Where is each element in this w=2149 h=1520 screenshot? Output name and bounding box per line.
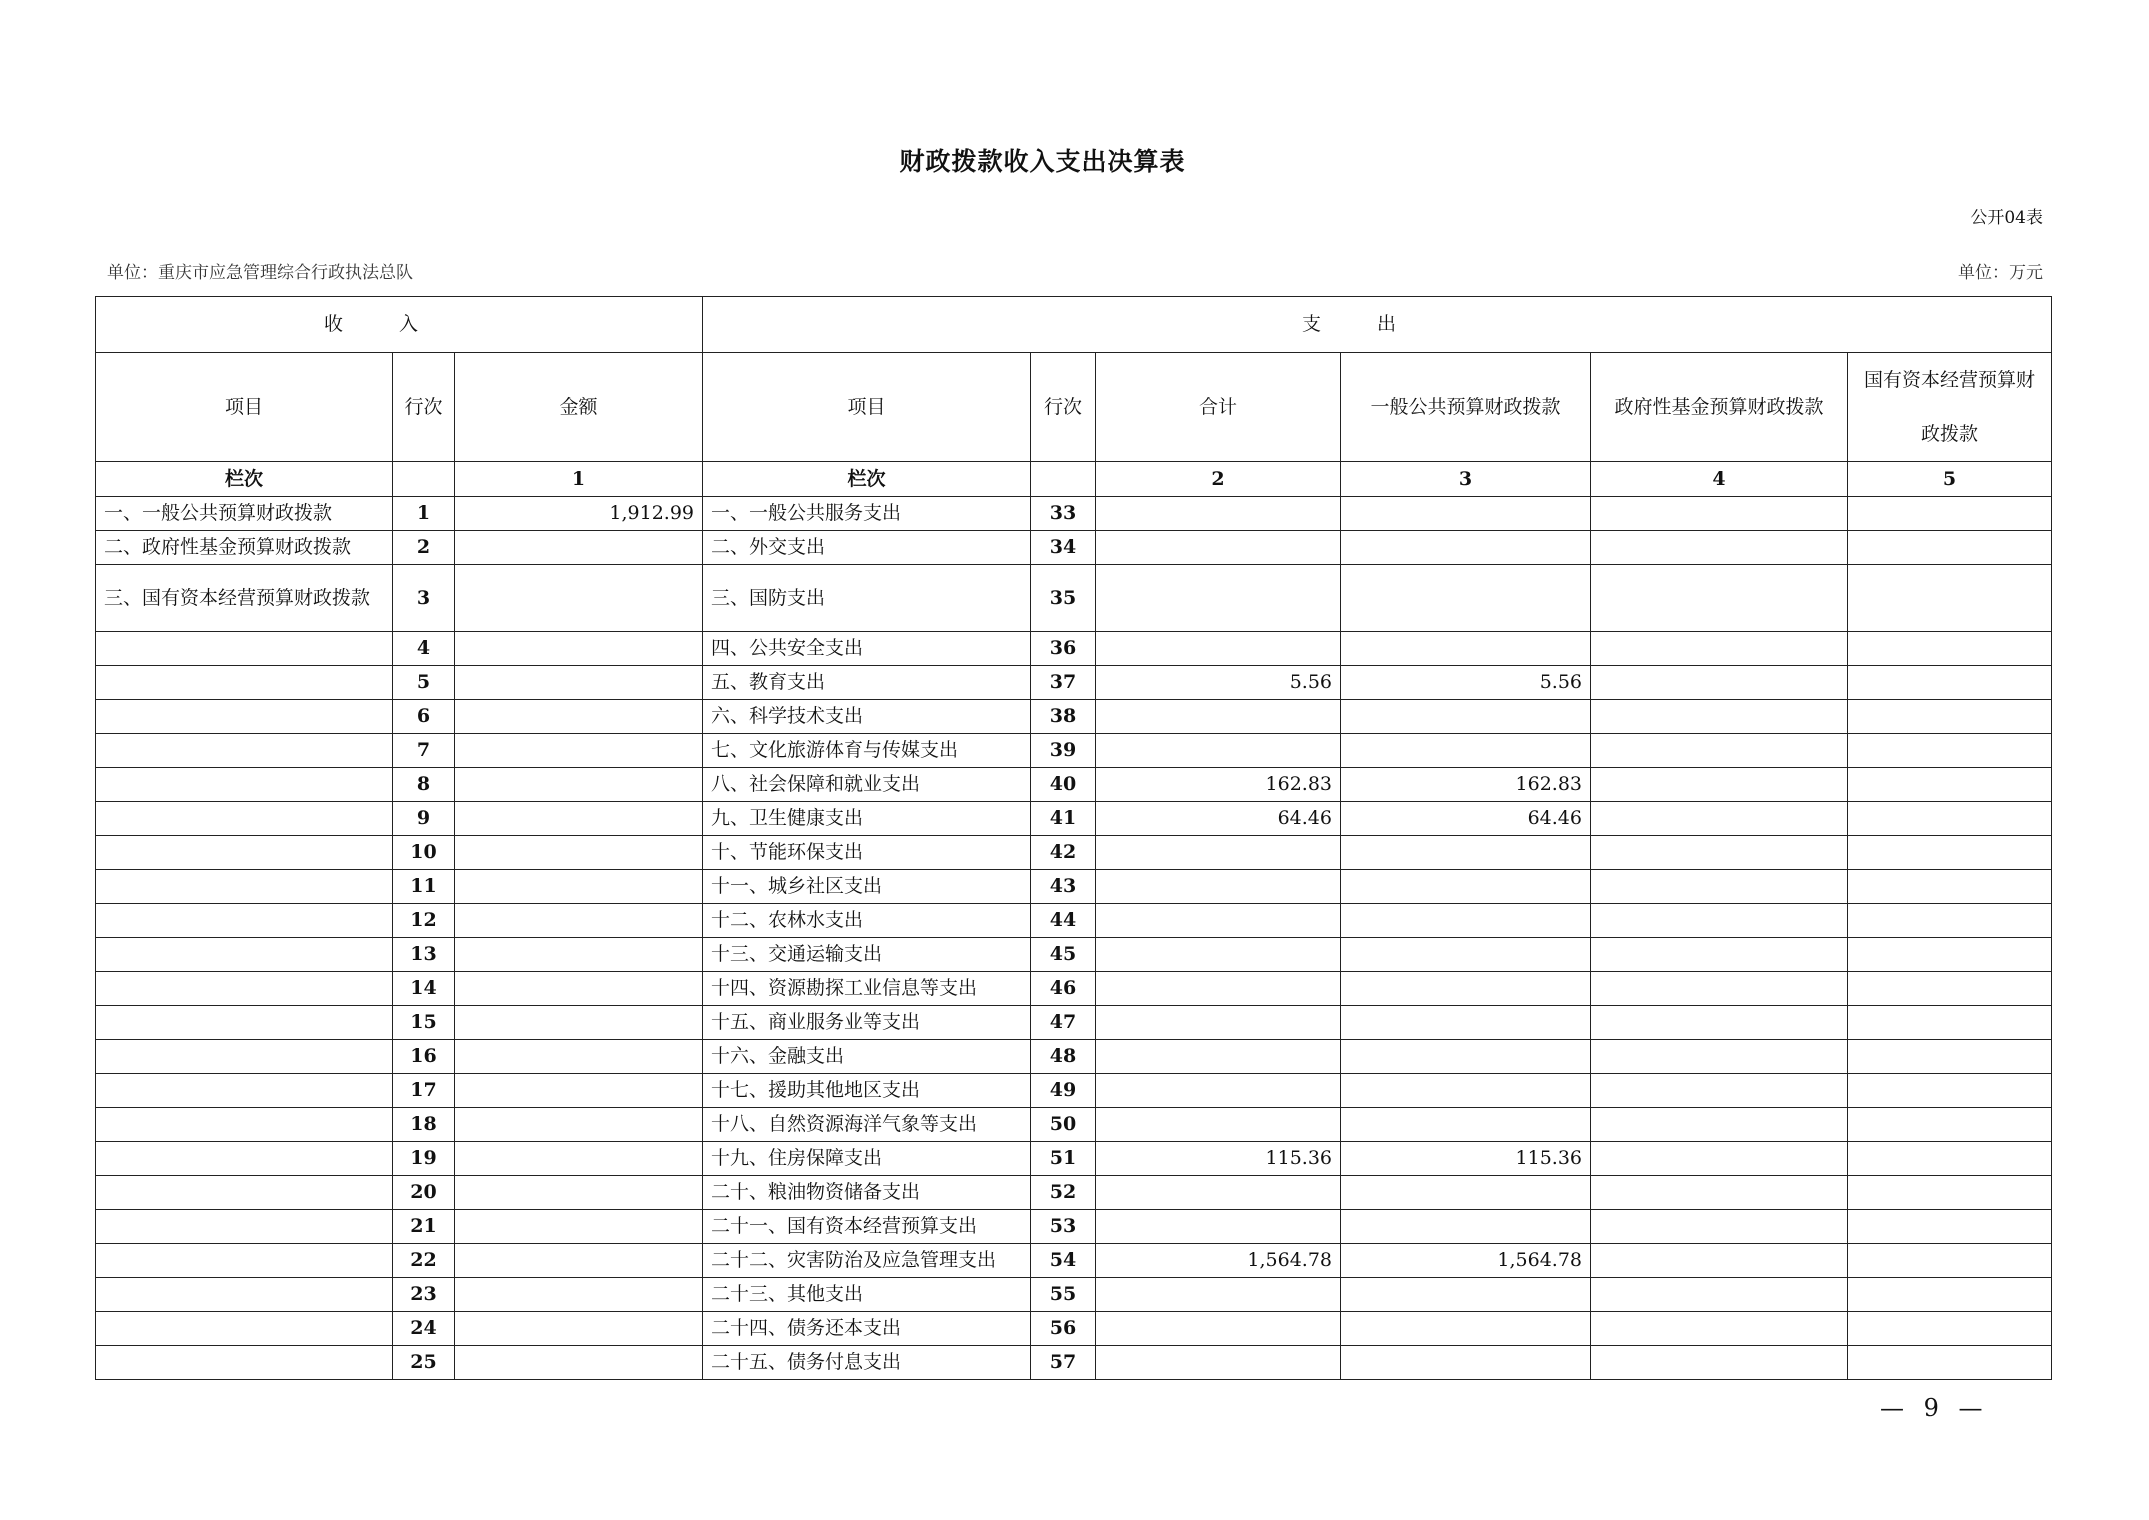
total-cell: [1096, 1040, 1341, 1074]
header-gov-fund: 政府性基金预算财政拨款: [1591, 353, 1848, 462]
total-cell: [1096, 1006, 1341, 1040]
gov-fund-cell: [1591, 734, 1848, 768]
gov-fund-cell: [1591, 972, 1848, 1006]
income-amount-cell: [455, 700, 703, 734]
table-row: [96, 768, 2052, 802]
column-blank-1: [393, 462, 455, 497]
income-amount-cell: [455, 565, 703, 632]
expense-item-cell: 二十一、国有资本经营预算支出: [703, 1210, 1031, 1244]
gov-fund-cell: [1591, 700, 1848, 734]
table-row: [96, 802, 2052, 836]
state-capital-cell: [1848, 1176, 2052, 1210]
expense-item-cell: 六、科学技术支出: [703, 700, 1031, 734]
section-header-row: [96, 297, 2052, 353]
table-row: [96, 1040, 2052, 1074]
income-line-cell: 7: [393, 734, 455, 768]
expense-line-cell: 50: [1031, 1108, 1096, 1142]
gov-fund-cell: [1591, 1244, 1848, 1278]
gov-fund-cell: [1591, 938, 1848, 972]
table-row: [96, 1346, 2052, 1380]
general-budget-cell: [1341, 904, 1591, 938]
expense-line-cell: 54: [1031, 1244, 1096, 1278]
income-line-cell: 21: [393, 1210, 455, 1244]
expense-line-cell: 41: [1031, 802, 1096, 836]
header-state-capital: 国有资本经营预算财政拨款: [1848, 353, 2052, 462]
general-budget-cell: [1341, 632, 1591, 666]
income-line-cell: 1: [393, 497, 455, 531]
gov-fund-cell: [1591, 1006, 1848, 1040]
header-income-line: 行次: [393, 353, 455, 462]
general-budget-cell: [1341, 1210, 1591, 1244]
income-line-cell: 24: [393, 1312, 455, 1346]
total-cell: [1096, 531, 1341, 565]
state-capital-cell: [1848, 734, 2052, 768]
expense-item-cell: 十七、援助其他地区支出: [703, 1074, 1031, 1108]
expense-item-cell: 二十二、灾害防治及应急管理支出: [703, 1244, 1031, 1278]
general-budget-cell: [1341, 1346, 1591, 1380]
expense-line-cell: 53: [1031, 1210, 1096, 1244]
column-number-row: [96, 462, 2052, 497]
header-total: 合计: [1096, 353, 1341, 462]
income-amount-cell: [455, 734, 703, 768]
table-row: [96, 1108, 2052, 1142]
total-cell: 64.46: [1096, 802, 1341, 836]
column-num-2: 2: [1096, 462, 1341, 497]
expense-line-cell: 45: [1031, 938, 1096, 972]
general-budget-cell: [1341, 734, 1591, 768]
state-capital-cell: [1848, 565, 2052, 632]
gov-fund-cell: [1591, 632, 1848, 666]
income-item-cell: [96, 1006, 393, 1040]
expense-line-cell: 33: [1031, 497, 1096, 531]
expense-line-cell: 42: [1031, 836, 1096, 870]
income-amount-cell: [455, 1210, 703, 1244]
section-income: 收入: [96, 297, 703, 353]
gov-fund-cell: [1591, 904, 1848, 938]
gov-fund-cell: [1591, 565, 1848, 632]
general-budget-cell: [1341, 531, 1591, 565]
expense-line-cell: 47: [1031, 1006, 1096, 1040]
expense-line-cell: 34: [1031, 531, 1096, 565]
gov-fund-cell: [1591, 1312, 1848, 1346]
income-amount-cell: [455, 666, 703, 700]
income-line-cell: 11: [393, 870, 455, 904]
income-amount-cell: 1,912.99: [455, 497, 703, 531]
column-num-1: 1: [455, 462, 703, 497]
table-row: [96, 497, 2052, 531]
income-line-cell: 25: [393, 1346, 455, 1380]
income-item-cell: [96, 1108, 393, 1142]
income-amount-cell: [455, 972, 703, 1006]
total-cell: [1096, 1108, 1341, 1142]
state-capital-cell: [1848, 1244, 2052, 1278]
expense-item-cell: 十三、交通运输支出: [703, 938, 1031, 972]
state-capital-cell: [1848, 497, 2052, 531]
income-line-cell: 10: [393, 836, 455, 870]
table-row: [96, 666, 2052, 700]
income-item-cell: [96, 1176, 393, 1210]
income-line-cell: 5: [393, 666, 455, 700]
income-amount-cell: [455, 802, 703, 836]
table-row: [96, 531, 2052, 565]
expense-item-cell: 十八、自然资源海洋气象等支出: [703, 1108, 1031, 1142]
income-line-cell: 8: [393, 768, 455, 802]
general-budget-cell: [1341, 870, 1591, 904]
state-capital-cell: [1848, 1312, 2052, 1346]
income-item-cell: 一、一般公共预算财政拨款: [96, 497, 393, 531]
table-row: [96, 632, 2052, 666]
income-amount-cell: [455, 1074, 703, 1108]
state-capital-cell: [1848, 666, 2052, 700]
header-income-amount: 金额: [455, 353, 703, 462]
expense-item-cell: 九、卫生健康支出: [703, 802, 1031, 836]
state-capital-cell: [1848, 1108, 2052, 1142]
expense-line-cell: 35: [1031, 565, 1096, 632]
income-line-cell: 6: [393, 700, 455, 734]
state-capital-cell: [1848, 836, 2052, 870]
state-capital-cell: [1848, 802, 2052, 836]
table-row: [96, 1006, 2052, 1040]
gov-fund-cell: [1591, 1142, 1848, 1176]
gov-fund-cell: [1591, 802, 1848, 836]
table-row: [96, 734, 2052, 768]
income-line-cell: 18: [393, 1108, 455, 1142]
state-capital-cell: [1848, 1040, 2052, 1074]
expense-line-cell: 46: [1031, 972, 1096, 1006]
income-amount-cell: [455, 870, 703, 904]
income-item-cell: [96, 666, 393, 700]
general-budget-cell: [1341, 1006, 1591, 1040]
column-label-expense: 栏次: [703, 462, 1031, 497]
expense-item-cell: 十四、资源勘探工业信息等支出: [703, 972, 1031, 1006]
income-item-cell: [96, 836, 393, 870]
state-capital-cell: [1848, 904, 2052, 938]
income-line-cell: 14: [393, 972, 455, 1006]
expense-item-cell: 二、外交支出: [703, 531, 1031, 565]
table-row: [96, 1244, 2052, 1278]
total-cell: [1096, 938, 1341, 972]
income-item-cell: [96, 938, 393, 972]
unit-currency: 单位：万元: [1958, 263, 2043, 283]
expense-line-cell: 51: [1031, 1142, 1096, 1176]
general-budget-cell: [1341, 497, 1591, 531]
expense-line-cell: 38: [1031, 700, 1096, 734]
table-row: [96, 1210, 2052, 1244]
income-item-cell: [96, 972, 393, 1006]
expense-item-cell: 三、国防支出: [703, 565, 1031, 632]
state-capital-cell: [1848, 632, 2052, 666]
table-row: [96, 1142, 2052, 1176]
income-line-cell: 9: [393, 802, 455, 836]
expense-item-cell: 十九、住房保障支出: [703, 1142, 1031, 1176]
expense-line-cell: 40: [1031, 768, 1096, 802]
section-expense: 支出: [703, 297, 2052, 353]
expense-item-cell: 二十五、债务付息支出: [703, 1346, 1031, 1380]
general-budget-cell: 1,564.78: [1341, 1244, 1591, 1278]
table-row: [96, 1312, 2052, 1346]
column-num-4: 4: [1591, 462, 1848, 497]
table-row: [96, 836, 2052, 870]
general-budget-cell: [1341, 1278, 1591, 1312]
expense-line-cell: 37: [1031, 666, 1096, 700]
income-line-cell: 23: [393, 1278, 455, 1312]
total-cell: [1096, 497, 1341, 531]
income-amount-cell: [455, 1142, 703, 1176]
income-item-cell: [96, 1210, 393, 1244]
expense-line-cell: 44: [1031, 904, 1096, 938]
income-amount-cell: [455, 1346, 703, 1380]
general-budget-cell: 115.36: [1341, 1142, 1591, 1176]
gov-fund-cell: [1591, 531, 1848, 565]
income-item-cell: [96, 768, 393, 802]
income-item-cell: [96, 1040, 393, 1074]
income-line-cell: 20: [393, 1176, 455, 1210]
header-expense-line: 行次: [1031, 353, 1096, 462]
income-item-cell: [96, 904, 393, 938]
income-amount-cell: [455, 1312, 703, 1346]
income-item-cell: 三、国有资本经营预算财政拨款: [96, 565, 393, 632]
total-cell: [1096, 972, 1341, 1006]
gov-fund-cell: [1591, 497, 1848, 531]
expense-line-cell: 57: [1031, 1346, 1096, 1380]
expense-item-cell: 二十、粮油物资储备支出: [703, 1176, 1031, 1210]
column-num-3: 3: [1341, 462, 1591, 497]
gov-fund-cell: [1591, 1074, 1848, 1108]
column-num-5: 5: [1848, 462, 2052, 497]
income-amount-cell: [455, 632, 703, 666]
state-capital-cell: [1848, 700, 2052, 734]
table-row: [96, 972, 2052, 1006]
expense-item-cell: 二十三、其他支出: [703, 1278, 1031, 1312]
general-budget-cell: [1341, 1176, 1591, 1210]
income-item-cell: [96, 1074, 393, 1108]
income-item-cell: [96, 632, 393, 666]
income-amount-cell: [455, 531, 703, 565]
gov-fund-cell: [1591, 768, 1848, 802]
table-row: [96, 700, 2052, 734]
total-cell: 115.36: [1096, 1142, 1341, 1176]
state-capital-cell: [1848, 1346, 2052, 1380]
table-row: [96, 870, 2052, 904]
income-line-cell: 19: [393, 1142, 455, 1176]
income-item-cell: [96, 1312, 393, 1346]
state-capital-cell: [1848, 938, 2052, 972]
income-line-cell: 16: [393, 1040, 455, 1074]
income-item-cell: [96, 1278, 393, 1312]
general-budget-cell: [1341, 1108, 1591, 1142]
general-budget-cell: [1341, 700, 1591, 734]
income-line-cell: 13: [393, 938, 455, 972]
column-header-row: [96, 353, 2052, 462]
column-label-income: 栏次: [96, 462, 393, 497]
total-cell: [1096, 1346, 1341, 1380]
income-line-cell: 12: [393, 904, 455, 938]
expense-item-cell: 二十四、债务还本支出: [703, 1312, 1031, 1346]
income-line-cell: 15: [393, 1006, 455, 1040]
gov-fund-cell: [1591, 836, 1848, 870]
income-amount-cell: [455, 836, 703, 870]
income-item-cell: [96, 870, 393, 904]
income-amount-cell: [455, 938, 703, 972]
page-number: — 9 —: [1880, 1394, 1989, 1422]
total-cell: [1096, 632, 1341, 666]
income-line-cell: 3: [393, 565, 455, 632]
expense-line-cell: 39: [1031, 734, 1096, 768]
total-cell: [1096, 1210, 1341, 1244]
total-cell: [1096, 836, 1341, 870]
header-general-budget: 一般公共预算财政拨款: [1341, 353, 1591, 462]
state-capital-cell: [1848, 531, 2052, 565]
expense-item-cell: 五、教育支出: [703, 666, 1031, 700]
income-line-cell: 17: [393, 1074, 455, 1108]
income-amount-cell: [455, 1176, 703, 1210]
income-item-cell: [96, 1142, 393, 1176]
general-budget-cell: 5.56: [1341, 666, 1591, 700]
income-amount-cell: [455, 1278, 703, 1312]
expense-line-cell: 55: [1031, 1278, 1096, 1312]
total-cell: 5.56: [1096, 666, 1341, 700]
table-row: [96, 904, 2052, 938]
expense-line-cell: 49: [1031, 1074, 1096, 1108]
total-cell: [1096, 734, 1341, 768]
general-budget-cell: 64.46: [1341, 802, 1591, 836]
general-budget-cell: 162.83: [1341, 768, 1591, 802]
total-cell: [1096, 1074, 1341, 1108]
expense-item-cell: 四、公共安全支出: [703, 632, 1031, 666]
income-item-cell: [96, 1244, 393, 1278]
total-cell: [1096, 870, 1341, 904]
income-amount-cell: [455, 1040, 703, 1074]
total-cell: [1096, 1312, 1341, 1346]
table-row: [96, 1074, 2052, 1108]
gov-fund-cell: [1591, 1346, 1848, 1380]
total-cell: [1096, 565, 1341, 632]
table-row: [96, 565, 2052, 632]
general-budget-cell: [1341, 836, 1591, 870]
gov-fund-cell: [1591, 1040, 1848, 1074]
gov-fund-cell: [1591, 870, 1848, 904]
income-amount-cell: [455, 1244, 703, 1278]
table-row: [96, 1278, 2052, 1312]
state-capital-cell: [1848, 1210, 2052, 1244]
table-row: [96, 1176, 2052, 1210]
report-title: 财政拨款收入支出决算表: [899, 147, 1186, 176]
gov-fund-cell: [1591, 1108, 1848, 1142]
income-amount-cell: [455, 768, 703, 802]
general-budget-cell: [1341, 1074, 1591, 1108]
expense-item-cell: 八、社会保障和就业支出: [703, 768, 1031, 802]
general-budget-cell: [1341, 1040, 1591, 1074]
income-item-cell: [96, 1346, 393, 1380]
gov-fund-cell: [1591, 1176, 1848, 1210]
total-cell: [1096, 1278, 1341, 1312]
expense-item-cell: 七、文化旅游体育与传媒支出: [703, 734, 1031, 768]
income-amount-cell: [455, 1006, 703, 1040]
expense-line-cell: 43: [1031, 870, 1096, 904]
expense-item-cell: 十五、商业服务业等支出: [703, 1006, 1031, 1040]
income-amount-cell: [455, 904, 703, 938]
expense-line-cell: 52: [1031, 1176, 1096, 1210]
general-budget-cell: [1341, 972, 1591, 1006]
income-line-cell: 2: [393, 531, 455, 565]
state-capital-cell: [1848, 1074, 2052, 1108]
state-capital-cell: [1848, 972, 2052, 1006]
column-blank-2: [1031, 462, 1096, 497]
general-budget-cell: [1341, 938, 1591, 972]
header-income-item: 项目: [96, 353, 393, 462]
expense-item-cell: 十、节能环保支出: [703, 836, 1031, 870]
general-budget-cell: [1341, 1312, 1591, 1346]
expense-line-cell: 36: [1031, 632, 1096, 666]
income-item-cell: [96, 734, 393, 768]
total-cell: [1096, 700, 1341, 734]
table-row: [96, 938, 2052, 972]
header-expense-item: 项目: [703, 353, 1031, 462]
total-cell: 162.83: [1096, 768, 1341, 802]
state-capital-cell: [1848, 768, 2052, 802]
income-amount-cell: [455, 1108, 703, 1142]
income-item-cell: [96, 802, 393, 836]
expense-line-cell: 48: [1031, 1040, 1096, 1074]
total-cell: [1096, 904, 1341, 938]
expense-item-cell: 十一、城乡社区支出: [703, 870, 1031, 904]
total-cell: [1096, 1176, 1341, 1210]
unit-organization: 单位：重庆市应急管理综合行政执法总队: [107, 263, 413, 283]
gov-fund-cell: [1591, 1278, 1848, 1312]
income-item-cell: [96, 700, 393, 734]
gov-fund-cell: [1591, 1210, 1848, 1244]
form-code: 公开04表: [1970, 208, 2043, 228]
fiscal-appropriation-table: [95, 296, 2052, 1380]
state-capital-cell: [1848, 1142, 2052, 1176]
income-line-cell: 22: [393, 1244, 455, 1278]
expense-item-cell: 一、一般公共服务支出: [703, 497, 1031, 531]
expense-item-cell: 十二、农林水支出: [703, 904, 1031, 938]
expense-item-cell: 十六、金融支出: [703, 1040, 1031, 1074]
expense-line-cell: 56: [1031, 1312, 1096, 1346]
gov-fund-cell: [1591, 666, 1848, 700]
state-capital-cell: [1848, 1278, 2052, 1312]
general-budget-cell: [1341, 565, 1591, 632]
income-line-cell: 4: [393, 632, 455, 666]
total-cell: 1,564.78: [1096, 1244, 1341, 1278]
income-item-cell: 二、政府性基金预算财政拨款: [96, 531, 393, 565]
state-capital-cell: [1848, 1006, 2052, 1040]
state-capital-cell: [1848, 870, 2052, 904]
